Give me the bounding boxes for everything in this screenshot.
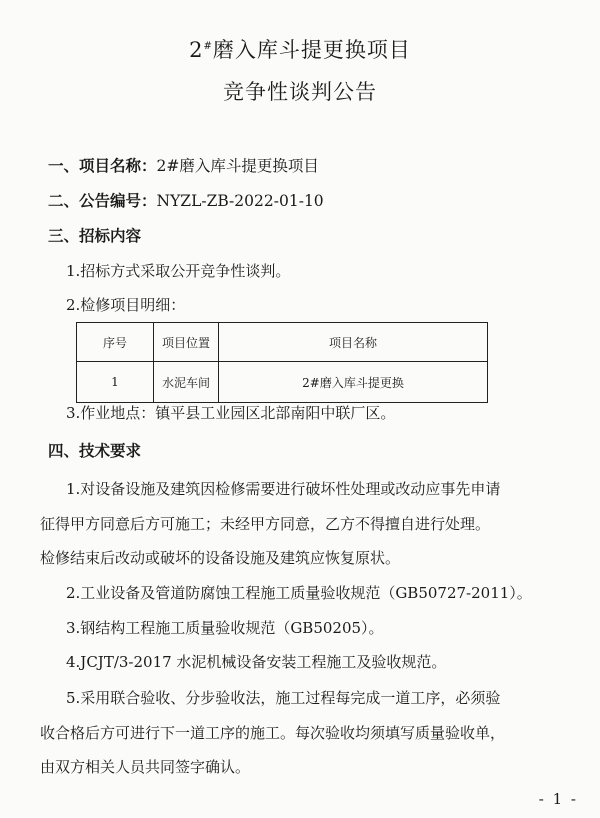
tech-req-5-line1: 5.采用联合验收、分步验收法，施工过程每完成一道工序，必须验 [66,689,501,707]
tech-req-1-line3: 检修结束后改动或破坏的设备设施及建筑应恢复原状。 [40,549,401,567]
page-number: - 1 - [538,790,578,808]
work-location: 3.作业地点：镇平县工业园区北部南阳中联厂区。 [66,404,396,422]
tender-method: 1.招标方式采取公开竞争性谈判。 [66,262,291,280]
tech-req-4: 4.JCJT/3-2017 水泥机械设备安装工程施工及验收规范。 [66,653,447,671]
cell-item-name: 2#磨入库斗提更换 [219,362,488,403]
document-title-line2: 竞争性谈判公告 [223,80,377,104]
section-tender-content: 三、招标内容 [48,227,142,245]
maintenance-items-table [76,322,488,403]
section-technical-requirements: 四、技术要求 [48,442,142,460]
header-item-name: 项目名称 [219,323,488,362]
tech-req-5-line2: 收合格后方可进行下一道工序的施工。每次验收均须填写质量验收单， [40,724,506,742]
tech-req-3: 3.钢结构工程施工质量验收规范（GB50205）。 [66,619,384,637]
table-row [77,362,488,403]
header-serial: 序号 [77,323,154,362]
cell-serial: 1 [77,362,154,403]
tech-req-1-line2: 征得甲方同意后方可施工；未经甲方同意，乙方不得擅自进行处理。 [40,515,491,533]
maintenance-details-label: 2.检修项目明细： [66,296,186,314]
section-project-name: 一、项目名称：2#磨入库斗提更换项目 [48,157,319,175]
cell-location: 水泥车间 [154,362,219,403]
header-location: 项目位置 [154,323,219,362]
tech-req-5-line3: 由双方相关人员共同签字确认。 [40,758,251,776]
tech-req-2: 2.工业设备及管道防腐蚀工程施工质量验收规范（GB50727-2011）。 [66,584,532,602]
table-header-row [77,323,488,362]
section-announcement-number: 二、公告编号：NYZL-ZB-2022-01-10 [48,192,324,210]
tech-req-1-line1: 1.对设备设施及建筑因检修需要进行破坏性处理或改动应事先申请 [66,480,501,498]
document-title-line1: 2#磨入库斗提更换项目 [189,38,411,62]
